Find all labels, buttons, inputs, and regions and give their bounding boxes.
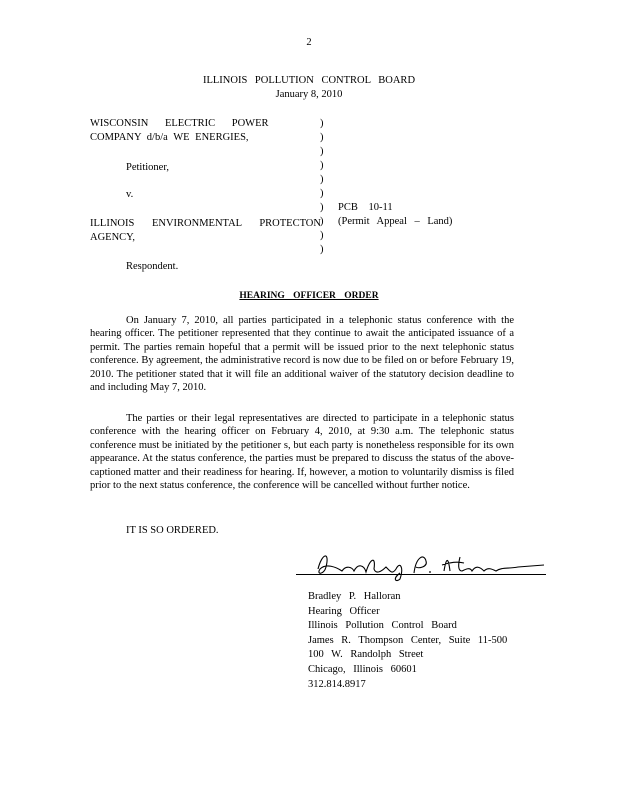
- respondent-role: Respondent.: [126, 261, 179, 272]
- paragraph-text: On January 7, 2010, all parties participated in a telephonic status conference with the hearing officer. The petitioner represented that they continue to await the anticipated issuance of a permit. The parties remain hopeful that a permit will be issued prior to the next telephonic status conference. By agreement, the administrative record is now due to be filed on or before February 19, 2010. The petitioner stated that it will file an additional waiver of the statutory decision deadline to and including May 7, 2010.: [90, 315, 514, 394]
- body-paragraph-2: [90, 412, 514, 492]
- paragraph-text: The parties or their legal representatives are directed to participate in a telephonic status conference with the hearing officer on February 4, 2010, at 9:30 a.m. The telephonic status conference must be initiated by the petitioner s, but each party is nonetheless responsible for its own appearance. At the status conference, the parties must be prepared to discuss the status of the above-captioned matter and their readiness for hearing. If, however, a motion to voluntarily dismiss is filed prior to the next status conference, the conference will be cancelled without further notice.: [90, 413, 514, 492]
- signature-line: [296, 574, 546, 575]
- agency-heading: ILLINOIS POLLUTION CONTROL BOARD: [202, 75, 416, 86]
- handwritten-signature: [296, 545, 546, 585]
- body-paragraph-1: [90, 314, 514, 394]
- petitioner-name-line-1: WISCONSIN ELECTRIC POWER: [90, 118, 269, 129]
- versus-label: v.: [126, 189, 134, 200]
- signer-phone: 312.814.8917: [308, 678, 366, 690]
- signer-building: James R. Thompson Center, Suite 11-500: [308, 634, 508, 646]
- order-title: HEARING OFFICER ORDER: [239, 291, 379, 301]
- page-number: 2: [306, 37, 312, 48]
- case-type: (Permit Appeal – Land): [338, 216, 453, 227]
- petitioner-name-line-2: COMPANY d/b/a WE ENERGIES,: [90, 132, 249, 143]
- respondent-name-line-2: AGENCY,: [90, 232, 136, 243]
- signer-city: Chicago, Illinois 60601: [308, 663, 417, 675]
- document-page: 2 ILLINOIS POLLUTION CONTROL BOARD January 8, 2010 WISCONSIN ELECTRIC POWER COMPANY d/b/a WE ENERGIES, Petitioner, v. ILLINOIS ENVIRONMENTAL PROTECTON AGENCY, Respondent. ) ) ) ) ) ) ) ) ) ) PCB 10-11 (Permit Appeal – Land) HEARING OFFICER ORDER On January 7, 2010, all parties participated in a telephonic status conference with the hearing officer. The petitioner represented that they continue to await the anticipated issuance of a permit. The parties remain hopeful that a permit will be issued prior to the next telephonic status conference. By agreement, the administrative record is now due to be filed on or before February 19, 2010. The petitioner stated that it will file an additional waiver of the statutory decision deadline to and including May 7, 2010. The parties or their legal representatives are directed to participate in a telephonic status conference with the hearing officer on February 4, 2010, at 9:30 a.m. The telephonic status conference must be initiated by the petitioner s, but each party is nonetheless responsible for its own appearance. At the status conference, the parties must be prepared to discuss the status of the above-captioned matter and their readiness for hearing. If, however, a motion to voluntarily dismiss is filed prior to the next status conference, the conference will be cancelled without further notice. IT IS SO ORDERED. Bradley P. Halloran Hearing Officer Illinois Pollution Control Board James R. Thompson Center, Suite 11-500 100 W. Randolph Street Chicago, Illinois 60601 312.814.8917: [0, 0, 618, 800]
- signer-name: Bradley P. Halloran: [308, 591, 401, 602]
- order-date: January 8, 2010: [275, 89, 343, 100]
- signer-street: 100 W. Randolph Street: [308, 649, 424, 661]
- signature-block: [308, 590, 507, 692]
- respondent-name-line-1: ILLINOIS ENVIRONMENTAL PROTECTON: [90, 218, 321, 229]
- signer-title: Hearing Officer: [308, 605, 380, 617]
- so-ordered: IT IS SO ORDERED.: [126, 525, 219, 536]
- petitioner-role: Petitioner,: [126, 162, 170, 173]
- signer-agency: Illinois Pollution Control Board: [308, 620, 457, 632]
- case-number: PCB 10-11: [338, 202, 393, 213]
